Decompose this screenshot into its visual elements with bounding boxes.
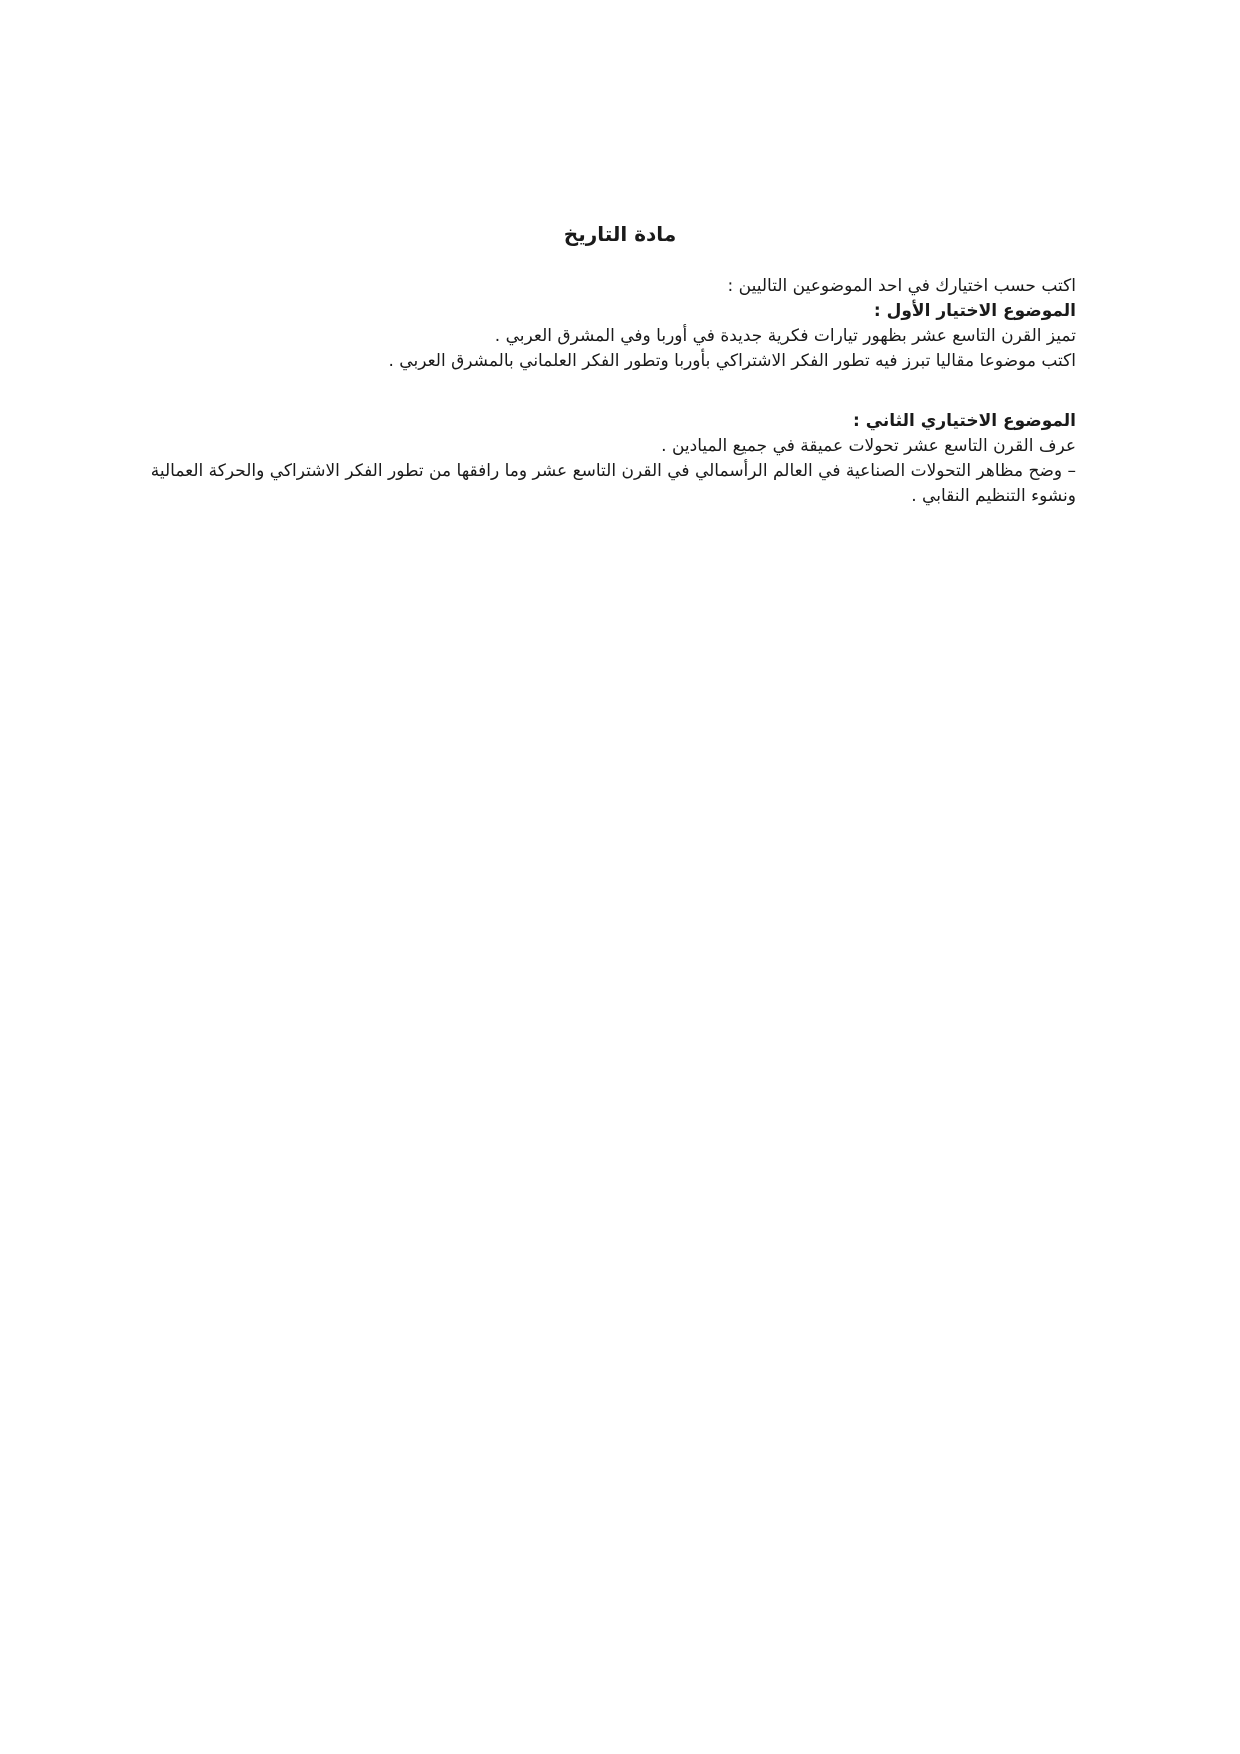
topic1-heading: الموضوع الاختيار الأول : xyxy=(873,301,1076,321)
topic2-heading: الموضوع الاختياري الثاني : xyxy=(852,411,1076,431)
topic1-context: تميز القرن التاسع عشر بظهور تيارات فكرية جديدة في أوربا وفي المشرق العربي . xyxy=(494,326,1076,346)
instruction-text: اكتب حسب اختيارك في احد الموضوعين التاليين : xyxy=(727,276,1076,296)
topic1-task: اكتب موضوعا مقاليا تبرز فيه تطور الفكر الاشتراكي بأوربا وتطور الفكر العلماني بالمشرق العربي . xyxy=(388,351,1076,371)
page-title: مادة التاريخ xyxy=(563,222,677,246)
topic2-context: عرف القرن التاسع عشر تحولات عميقة في جميع الميادين . xyxy=(661,436,1076,456)
exam-body xyxy=(150,274,1076,509)
topic2-task: – وضح مظاهر التحولات الصناعية في العالم الرأسمالي في القرن التاسع عشر وما رافقها من تطور الفكر الاشتراكي والحركة العمالية ونشوء التنظيم النقابي . xyxy=(150,461,1076,506)
section-gap xyxy=(150,374,1076,409)
